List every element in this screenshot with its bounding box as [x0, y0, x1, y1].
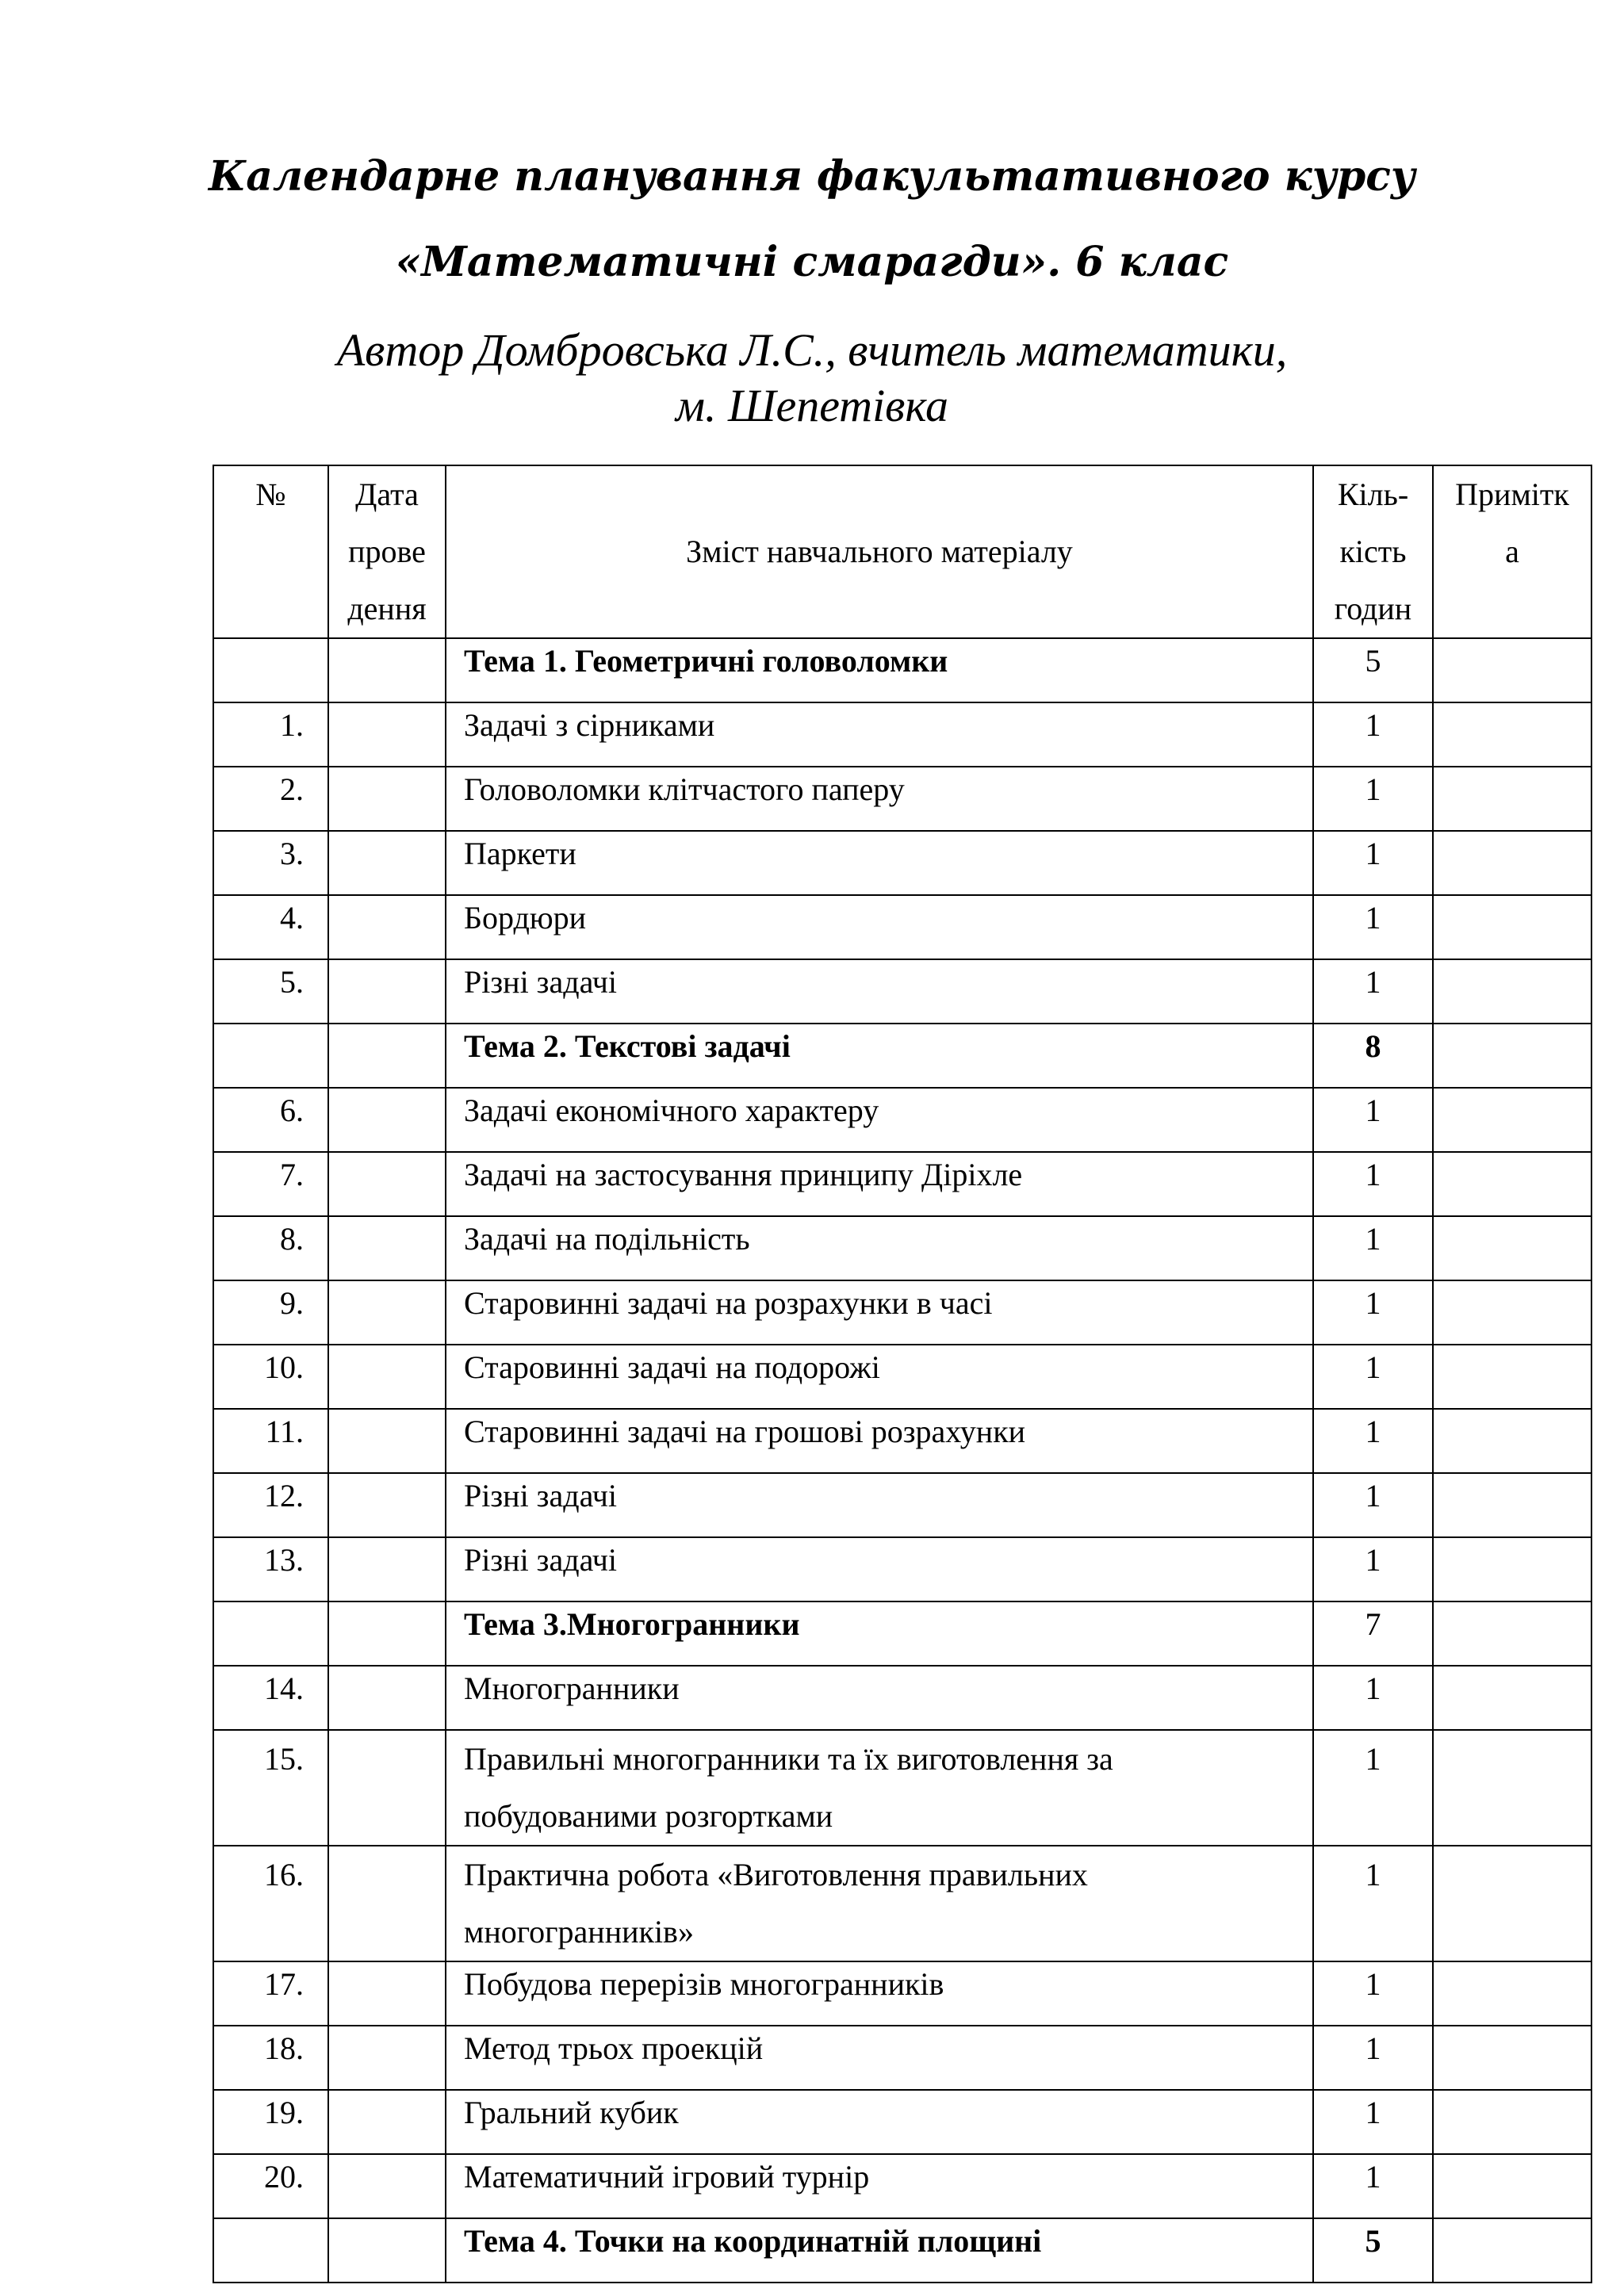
row-date: [328, 2218, 446, 2283]
row-number: 12.: [213, 1473, 328, 1537]
table-row: [213, 2026, 1591, 2090]
row-note: [1433, 1601, 1591, 1666]
topic-title: Тема 3.Многогранники: [446, 1601, 1313, 1666]
table-row: [213, 2090, 1591, 2154]
lesson-content: Паркети: [446, 831, 1313, 895]
row-date: [328, 638, 446, 702]
header-hours-line: Кіль-: [1337, 476, 1409, 512]
header-number: №: [213, 465, 328, 638]
row-date: [328, 1024, 446, 1088]
table-row: [213, 767, 1591, 831]
table-header-row: [213, 465, 1591, 638]
row-number: [213, 1601, 328, 1666]
row-date: [328, 1601, 446, 1666]
row-number: [213, 638, 328, 702]
row-note: [1433, 702, 1591, 767]
row-number: 3.: [213, 831, 328, 895]
table-row: [213, 1409, 1591, 1473]
row-number: 5.: [213, 959, 328, 1024]
row-hours: 1: [1313, 1409, 1433, 1473]
lesson-content: Математичний ігровий турнір: [446, 2154, 1313, 2218]
lesson-content: Різні задачі: [446, 959, 1313, 1024]
row-number: [213, 2218, 328, 2283]
row-hours: 1: [1313, 2154, 1433, 2218]
header-date-line: Дата: [355, 476, 419, 512]
table-row: [213, 1152, 1591, 1216]
row-number: 8.: [213, 1216, 328, 1280]
topic-title: Тема 4. Точки на координатній площині: [446, 2218, 1313, 2283]
author-line-1: Автор Домбровська Л.С., вчитель математики,: [336, 324, 1288, 376]
document-title-line-1: Календарне планування факультативного курсу: [208, 152, 1416, 201]
row-hours: 1: [1313, 895, 1433, 959]
row-note: [1433, 1088, 1591, 1152]
header-hours: [1313, 465, 1433, 638]
table-row: [213, 959, 1591, 1024]
row-note: [1433, 1846, 1591, 1961]
lesson-content: Різні задачі: [446, 1473, 1313, 1537]
row-hours: 1: [1313, 2026, 1433, 2090]
header-date-line: прове: [348, 534, 426, 569]
row-note: [1433, 1666, 1591, 1730]
row-hours: 1: [1313, 1961, 1433, 2026]
row-note: [1433, 1216, 1591, 1280]
row-number: 1.: [213, 702, 328, 767]
row-number: 15.: [213, 1730, 328, 1846]
lesson-content: Старовинні задачі на подорожі: [446, 1345, 1313, 1409]
row-date: [328, 2090, 446, 2154]
row-hours: 1: [1313, 1473, 1433, 1537]
row-number: 19.: [213, 2090, 328, 2154]
row-note: [1433, 638, 1591, 702]
schedule-table: [213, 465, 1592, 2283]
header-hours-line: годин: [1334, 591, 1412, 626]
row-number: 16.: [213, 1846, 328, 1961]
row-hours: 1: [1313, 1666, 1433, 1730]
table-row: [213, 1961, 1591, 2026]
row-note: [1433, 831, 1591, 895]
topic-title: Тема 2. Текстові задачі: [446, 1024, 1313, 1088]
table-row: [213, 1730, 1591, 1846]
row-hours: 1: [1313, 1216, 1433, 1280]
row-note: [1433, 2090, 1591, 2154]
row-note: [1433, 1152, 1591, 1216]
lesson-content: Побудова перерізів многогранників: [446, 1961, 1313, 2026]
row-note: [1433, 959, 1591, 1024]
row-date: [328, 1345, 446, 1409]
lesson-content: Задачі з сірниками: [446, 702, 1313, 767]
row-date: [328, 959, 446, 1024]
lesson-content: Гральний кубик: [446, 2090, 1313, 2154]
lesson-content: Різні задачі: [446, 1537, 1313, 1601]
lesson-content: Задачі на подільність: [446, 1216, 1313, 1280]
row-date: [328, 1216, 446, 1280]
row-date: [328, 1152, 446, 1216]
row-hours: 1: [1313, 1730, 1433, 1846]
row-date: [328, 702, 446, 767]
table-row: [213, 1537, 1591, 1601]
lesson-content: Головоломки клітчастого паперу: [446, 767, 1313, 831]
row-hours: 1: [1313, 831, 1433, 895]
row-hours: 8: [1313, 1024, 1433, 1088]
row-note: [1433, 1473, 1591, 1537]
row-hours: 1: [1313, 1537, 1433, 1601]
row-number: 17.: [213, 1961, 328, 2026]
row-hours: 1: [1313, 1152, 1433, 1216]
author-line-2: м. Шепетівка: [675, 380, 949, 431]
row-note: [1433, 1024, 1591, 1088]
row-date: [328, 1666, 446, 1730]
row-note: [1433, 2154, 1591, 2218]
row-number: [213, 1024, 328, 1088]
row-date: [328, 1730, 446, 1846]
lesson-content: Бордюри: [446, 895, 1313, 959]
row-note: [1433, 2218, 1591, 2283]
row-hours: 7: [1313, 1601, 1433, 1666]
table-row: [213, 1666, 1591, 1730]
topic-row: [213, 1024, 1591, 1088]
row-date: [328, 1088, 446, 1152]
row-hours: 1: [1313, 1280, 1433, 1345]
row-hours: 1: [1313, 1088, 1433, 1152]
row-hours: 1: [1313, 767, 1433, 831]
lesson-content: Метод трьох проекцій: [446, 2026, 1313, 2090]
row-note: [1433, 1409, 1591, 1473]
header-content: Зміст навчального матеріалу: [446, 465, 1313, 638]
row-hours: 1: [1313, 1345, 1433, 1409]
table-row: [213, 1280, 1591, 1345]
row-date: [328, 1537, 446, 1601]
row-date: [328, 2026, 446, 2090]
header-date: [328, 465, 446, 638]
row-number: 9.: [213, 1280, 328, 1345]
row-date: [328, 895, 446, 959]
row-date: [328, 1961, 446, 2026]
row-number: 10.: [213, 1345, 328, 1409]
lesson-content: Задачі економічного характеру: [446, 1088, 1313, 1152]
lesson-content: Правильні многогранники та їх виготовлення за побудованими розгортками: [446, 1730, 1313, 1846]
row-date: [328, 1846, 446, 1961]
row-date: [328, 1280, 446, 1345]
row-hours: 5: [1313, 638, 1433, 702]
table-row: [213, 895, 1591, 959]
topic-title: Тема 1. Геометричні головоломки: [446, 638, 1313, 702]
row-note: [1433, 2026, 1591, 2090]
row-number: 20.: [213, 2154, 328, 2218]
row-date: [328, 2154, 446, 2218]
row-note: [1433, 1961, 1591, 2026]
topic-row: [213, 638, 1591, 702]
row-number: 11.: [213, 1409, 328, 1473]
row-number: 7.: [213, 1152, 328, 1216]
header-date-line: дення: [347, 591, 427, 626]
row-hours: 1: [1313, 702, 1433, 767]
header-note-line: Примітк: [1455, 476, 1569, 512]
row-number: 4.: [213, 895, 328, 959]
row-note: [1433, 1280, 1591, 1345]
lesson-content: Старовинні задачі на грошові розрахунки: [446, 1409, 1313, 1473]
row-number: 14.: [213, 1666, 328, 1730]
topic-row: [213, 1601, 1591, 1666]
table-row: [213, 1473, 1591, 1537]
table-row: [213, 831, 1591, 895]
row-number: 2.: [213, 767, 328, 831]
row-hours: 1: [1313, 2090, 1433, 2154]
row-number: 6.: [213, 1088, 328, 1152]
table-row: [213, 1088, 1591, 1152]
row-hours: 1: [1313, 959, 1433, 1024]
row-hours: 1: [1313, 1846, 1433, 1961]
header-note-line: а: [1505, 534, 1519, 569]
row-date: [328, 1473, 446, 1537]
row-note: [1433, 895, 1591, 959]
table-row: [213, 1345, 1591, 1409]
document-title-line-2: «Математичні смарагди». 6 клас: [395, 238, 1229, 286]
table-row: [213, 1846, 1591, 1961]
row-date: [328, 767, 446, 831]
lesson-content: Многогранники: [446, 1666, 1313, 1730]
row-date: [328, 831, 446, 895]
row-note: [1433, 767, 1591, 831]
lesson-content: Задачі на застосування принципу Діріхле: [446, 1152, 1313, 1216]
row-note: [1433, 1345, 1591, 1409]
lesson-content: Практична робота «Виготовлення правильних многогранників»: [446, 1846, 1313, 1961]
table-row: [213, 702, 1591, 767]
row-number: 13.: [213, 1537, 328, 1601]
row-hours: 5: [1313, 2218, 1433, 2283]
row-date: [328, 1409, 446, 1473]
header-note: [1433, 465, 1591, 638]
row-number: 18.: [213, 2026, 328, 2090]
row-note: [1433, 1537, 1591, 1601]
topic-row: [213, 2218, 1591, 2283]
table-row: [213, 2154, 1591, 2218]
table-row: [213, 1216, 1591, 1280]
row-note: [1433, 1730, 1591, 1846]
lesson-content: Старовинні задачі на розрахунки в часі: [446, 1280, 1313, 1345]
header-hours-line: кість: [1339, 534, 1407, 569]
